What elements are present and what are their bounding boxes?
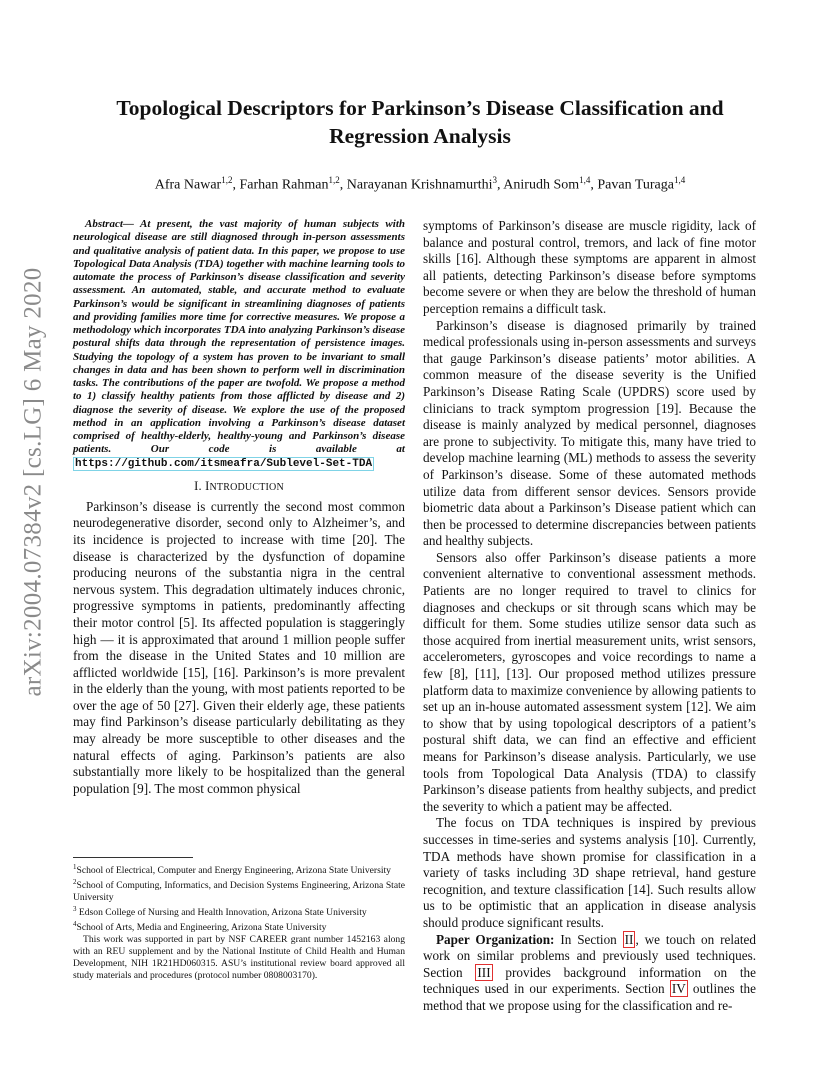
author-name: Farhan Rahman [239, 177, 329, 193]
right-column [423, 218, 756, 1015]
author-affiliation: 1,4 [674, 175, 686, 185]
body-paragraph: symptoms of Parkinson’s disease are muscle rigidity, lack of balance and postural control, tremors, and lack of fine motor skills [16]. Although these symptoms are apparent in almost all patients, detecting Parkinson’s disease before symptoms become severe or when they are below the threshold of human perception remains a difficult task. [423, 218, 756, 316]
abstract-text: Abstract— At present, the vast majority of human subjects with neurological disease are still diagnosed through in-person assessments and qualitative analysis of patient data. In this paper, we propose to use Topological Data Analysis (TDA) together with machine learning tools to automate the process of Parkinson’s disease classification and severity assessment. An automated, stable, and accurate method to evaluate Parkinson’s would be significant in streamlining diagnoses of patients and providing families more time for corrective measures. We propose a methodology which incorporates TDA into analyzing Parkinson’s disease postural shifts data through the representation of persistence images. Studying the topology of a system has proven to be invariant to small changes in data and has been shown to perform well in discrimination tasks. The contributions of the paper are twofold. We propose a method to 1) classify healthy patients from those afflicted by disease and 2) diagnose the severity of disease. We explore the use of the proposed method in an application involving a Parkinson’s disease dataset comprised of healthy-elderly, healthy-young and Parkinson’s disease patients. Our code is available at [73, 218, 405, 456]
author-name: Pavan Turaga [597, 177, 674, 193]
author-name: Narayanan Krishnamurthi [346, 177, 493, 193]
footnote-affiliation: $^1$School of Electrical, Computer and Energy Engineering, Arizona State University [73, 863, 391, 877]
paper-organization-label: Paper Organization: [436, 931, 555, 947]
author-list: Afra Nawar$^{1,2}$, Farhan Rahman$^{1,2}$, Narayanan Krishnamurthi$^3$, Anirudh Som$^{1,4}$, Pavan Turaga$^{1,4}$ [154, 175, 686, 193]
funding-note: This work was supported in part by NSF CAREER grant number 1452163 along with an REU supplement and by the National Institute of Child Health and Human Development, NIH 1R21HD060315. ASU’s institutional review board approved all study materials and procedures (protocol number 0808003170). [73, 934, 405, 981]
footnotes [73, 857, 405, 982]
code-repository-link[interactable]: https://github.com/itsmeafra/Sublevel-Set-TDA [75, 457, 373, 470]
left-column [73, 218, 405, 797]
footnote-affiliation: $^2$School of Computing, Informatics, and Decision Systems Engineering, Arizona State University [73, 878, 405, 904]
footnote-affiliation: $^4$School of Arts, Media and Engineering, Arizona State University [73, 920, 327, 934]
section-ref-link[interactable]: IV [671, 981, 686, 997]
section-ref-link[interactable]: III [477, 964, 491, 980]
body-paragraph: Sensors also offer Parkinson’s disease patients a more convenient alternative to conventional assessment methods. Patients are no longer required to travel to clinics for diagnoses and checkups or sit through scans which may be difficult for them. Some studies utilize sensor data such as those acquired from inertial measurement units, wrist sensors, accelerometers, gyroscopes and voice recordings to name a few [8], [11], [13]. Our proposed method utilizes pressure platform data to maximize convenience by allowing patients to set up an in-house automated assessment system [12]. We aim to show that by using topological descriptors of a patient’s postural shift data, we can find an effective and efficient means for Parkinson’s disease analysis. Particularly, we use tools from Topological Data Analysis (TDA) to classify Parkinson’s disease patients from healthy subjects, and predict the severity to which a patient may be affected. [423, 549, 756, 814]
author-name: Afra Nawar [154, 177, 222, 193]
author-name: Anirudh Som [503, 177, 580, 193]
footnote-affiliation: $^3$ Edson College of Nursing and Health Innovation, Arizona State University [73, 905, 367, 919]
paper-organization-paragraph: Paper Organization: In Section II , we touch on related work on similar problems and previously used techniques. Section III provides background information on the techniques used in our experiments. Section IV outlines the method that we propose using for the classification and re- [423, 931, 757, 1013]
author-affiliation: 1,2 [328, 175, 340, 185]
author-affiliation: 1,4 [579, 175, 591, 185]
author-affiliation: 3 [492, 175, 498, 185]
arxiv-identifier-stamp [20, 267, 48, 697]
abstract [73, 218, 405, 471]
section-heading-introduction: I. INTRODUCTION [194, 478, 284, 493]
body-paragraph: Parkinson’s disease is diagnosed primarily by trained medical professionals using in-person assessments and surveys that gauge Parkinson’s disease patients’ motor abilities. A common measure of the disease severity is the Unified Parkinson’s Disease Rating Scale (UPDRS) score used by clinicians to track symptom progression [19]. Because the disease is mainly analyzed by medical personnel, diagnoses are prone to subjectivity. To mitigate this, many have tried to develop machine learning (ML) methods to assess the severity of Parkinson’s disease. Some of these automated methods utilize data from different sensor devices. Sensors provide biometric data about a Parkinson’s Disease patient which can then be processed to determine discrepancies between patients and healthy subjects. [423, 317, 756, 549]
intro-paragraph: Parkinson’s disease is currently the second most common neurodegenerative disorder, second only to Alzheimer’s, and its incidence is projected to increase with time [20]. The disease is characterized by the dysfunction of dopamine producing neurons of the substantia nigra in the central nervous system. This degradation ultimately induces chronic, progressive symptoms in patients, predominantly affecting their motor control [5]. Its affected population is staggeringly high — it is approximated that around 1 million people suffer from the disease in the United States and 10 million are afflicted worldwide [15], [16]. Parkinson’s is more prevalent in the elderly than the young, with most patients reported to be over the age of 50 [27]. Given their elderly age, these patients may find Parkinson’s disease particularly debilitating as they may already be more susceptible to other diseases and the natural effects of aging. Parkinson’s patients are also substantially more likely to be hospitalized than the general population [9]. The most common physical [73, 498, 405, 796]
arxiv-id-text: arXiv:2004.07384v2 [cs.LG] 6 May 2020 [20, 267, 47, 697]
footnote-rule [73, 857, 193, 858]
author-affiliation: 1,2 [221, 175, 233, 185]
body-paragraph: The focus on TDA techniques is inspired by previous successes in time-series and systems analysis [10]. Currently, TDA methods have shown promise for classification in a variety of tasks including 3D shape retrieval, hand gesture recognition, and texture classification [14]. Such results allow us to be optimistic that an application in disease analysis should produce significant results. [423, 815, 756, 930]
section-ref-link[interactable]: II [624, 931, 634, 947]
paper-title: Topological Descriptors for Parkinson’s Disease Classification and Regression Analysis [116, 96, 724, 148]
